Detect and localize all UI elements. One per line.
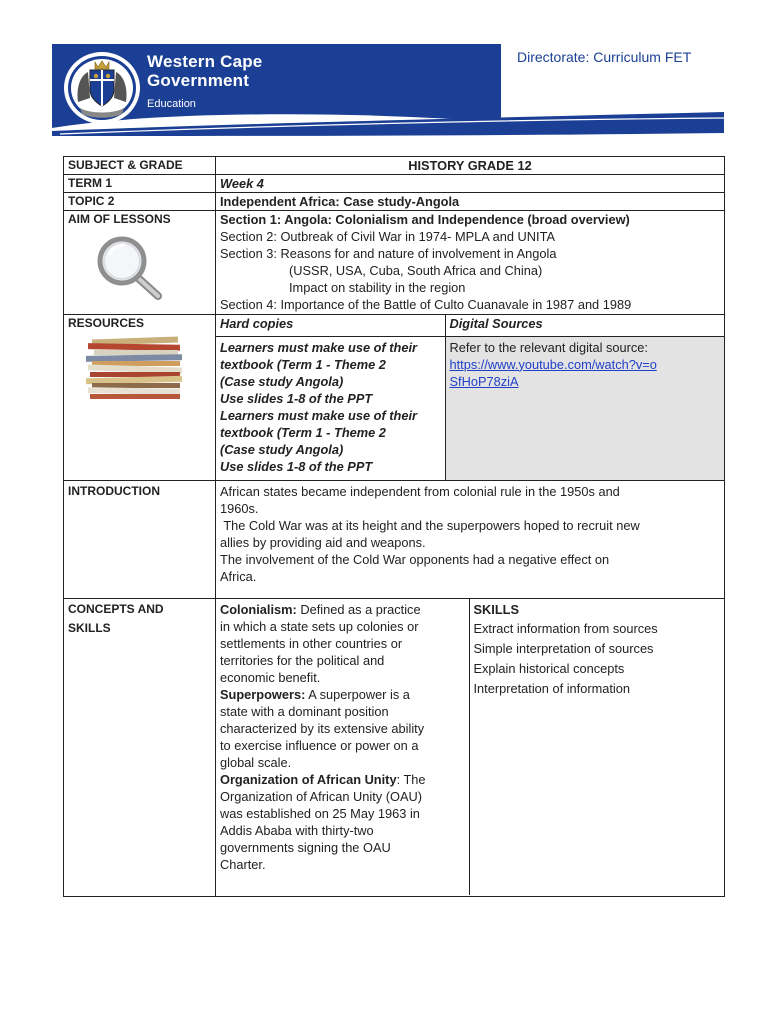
table-row	[64, 599, 725, 897]
aim-content-cell	[216, 211, 725, 315]
concept-term: Organization of African Unity	[220, 772, 397, 787]
directorate-label: Directorate: Curriculum FET	[517, 49, 692, 65]
subject-grade-value: HISTORY GRADE 12	[216, 157, 725, 175]
concepts-inner-table	[216, 599, 724, 895]
digital-sources-header: Digital Sources	[445, 315, 724, 336]
skill-item: Interpretation of information	[473, 681, 630, 696]
brand-block	[147, 52, 262, 110]
concept-line: Organization of African Unity (OAU)	[220, 789, 422, 804]
concepts-row	[216, 599, 724, 895]
hard-copies-line: Learners must make use of their	[220, 339, 418, 355]
resources-header-row	[216, 315, 724, 336]
concept-line: economic benefit.	[220, 670, 321, 685]
row-label: RESOURCES	[68, 316, 145, 330]
resources-inner-table	[216, 315, 724, 480]
lesson-plan-table	[63, 156, 725, 897]
introduction-cell	[216, 481, 725, 599]
hard-copies-line: Use slides 1-8 of the PPT	[220, 390, 373, 406]
hard-copies-cell	[216, 336, 445, 480]
hard-copies-line: (Case study Angola)	[220, 441, 344, 457]
intro-line: The involvement of the Cold War opponents had a negative effect on	[220, 552, 610, 567]
aim-line: Section 3: Reasons for and nature of involvement in Angola	[220, 246, 557, 261]
resources-icon-wrap	[68, 334, 211, 409]
hard-copies-line: (Case study Angola)	[220, 373, 344, 389]
concepts-content-cell	[216, 599, 725, 897]
concept-text: Defined as a practice	[296, 602, 421, 617]
hard-copies-line: Learners must make use of their	[220, 407, 418, 423]
skills-cell	[469, 599, 724, 895]
concept-line	[220, 771, 465, 788]
concept-line: state with a dominant position	[220, 704, 389, 719]
row-label: TOPIC 2	[64, 193, 216, 211]
concept-line: governments signing the OAU	[220, 840, 391, 855]
intro-line: African states became independent from colonial rule in the 1950s and	[220, 484, 620, 499]
term-value: Week 4	[216, 175, 725, 193]
resources-body-row	[216, 336, 724, 480]
skills-list	[474, 620, 721, 697]
concept-line: was established on 25 May 1963 in	[220, 806, 420, 821]
concept-term: Superpowers:	[220, 687, 306, 702]
row-label: SKILLS	[68, 621, 111, 635]
skill-item: Simple interpretation of sources	[473, 641, 654, 656]
concept-line	[220, 686, 465, 703]
skill-item: Extract information from sources	[473, 621, 658, 636]
table-row	[64, 193, 725, 211]
topic-value: Independent Africa: Case study-Angola	[216, 193, 725, 211]
hard-copies-header: Hard copies	[216, 315, 445, 336]
concept-line: Addis Ababa with thirty-two	[220, 823, 374, 838]
table-row	[64, 315, 725, 481]
concept-term: Colonialism:	[220, 602, 297, 617]
concept-text: : The	[396, 772, 426, 787]
row-label: AIM OF LESSONS	[68, 212, 171, 226]
aim-icon-wrap	[68, 234, 211, 309]
resources-label-cell	[64, 315, 216, 481]
aim-line: Impact on stability in the region	[289, 280, 466, 295]
concept-line: to exercise influence or power on a	[220, 738, 419, 753]
hard-copies-line: Use slides 1-8 of the PPT	[220, 458, 373, 474]
table-row	[64, 175, 725, 193]
aim-line: (USSR, USA, Cuba, South Africa and China)	[289, 263, 543, 278]
concept-line: Charter.	[220, 857, 266, 872]
table-row	[64, 481, 725, 599]
concepts-cell	[216, 599, 469, 895]
row-label: TERM 1	[64, 175, 216, 193]
concept-line: global scale.	[220, 755, 292, 770]
concept-line	[220, 601, 465, 618]
row-label: CONCEPTS AND	[68, 602, 164, 616]
page-header	[0, 0, 768, 140]
intro-line: The Cold War was at its height and the superpowers hoped to recruit new	[220, 518, 640, 533]
hard-copies-line: textbook (Term 1 - Theme 2	[220, 424, 386, 440]
table-row	[64, 211, 725, 315]
intro-line: Africa.	[220, 569, 257, 584]
aim-label-cell	[64, 211, 216, 315]
brand-name-line1: Western Cape	[147, 52, 263, 71]
row-label: INTRODUCTION	[64, 481, 216, 599]
brand-name-line2: Government	[147, 71, 250, 90]
concept-line: settlements in other countries or	[220, 636, 403, 651]
hard-copies-line: textbook (Term 1 - Theme 2	[220, 356, 386, 372]
concepts-label-cell	[64, 599, 216, 897]
book-stack-icon	[82, 334, 190, 404]
aim-line: Section 2: Outbreak of Civil War in 1974- MPLA and UNITA	[220, 229, 555, 244]
digital-source-link-cont[interactable]: SfHoP78ziA	[449, 373, 519, 389]
concept-text: A superpower is a	[305, 687, 410, 702]
digital-source-text: Refer to the relevant digital source:	[449, 339, 648, 355]
intro-line: allies by providing aid and weapons.	[220, 535, 426, 550]
brand-department: Education	[147, 98, 196, 110]
skills-header: SKILLS	[473, 602, 520, 617]
row-label: SUBJECT & GRADE	[64, 157, 216, 175]
digital-source-link[interactable]: https://www.youtube.com/watch?v=o	[449, 356, 657, 372]
aim-line: Section 1: Angola: Colonialism and Independence (broad overview)	[220, 212, 630, 227]
coat-of-arms-icon	[62, 50, 142, 128]
concept-line: in which a state sets up colonies or	[220, 619, 419, 634]
magnifying-glass-icon	[94, 234, 164, 304]
aim-line: Section 4: Importance of the Battle of Culto Cuanavale in 1987 and 1989	[220, 297, 632, 312]
intro-line: 1960s.	[220, 501, 259, 516]
concept-line: characterized by its extensive ability	[220, 721, 425, 736]
resources-content-cell	[216, 315, 725, 481]
table-row	[64, 157, 725, 175]
digital-sources-cell	[445, 336, 724, 480]
skill-item: Explain historical concepts	[473, 661, 625, 676]
concept-line: territories for the political and	[220, 653, 385, 668]
